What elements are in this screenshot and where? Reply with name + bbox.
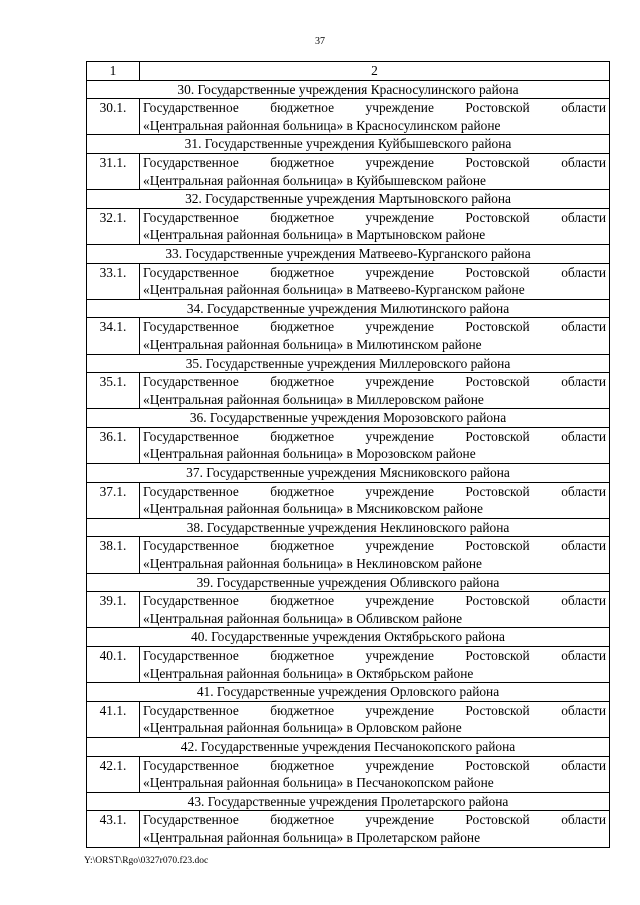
- entry-text-line-1: [143, 537, 606, 555]
- entry-word: учреждение: [365, 319, 434, 335]
- entry-number: 39.1.: [87, 592, 140, 628]
- section-title: 32. Государственные учреждения Мартыновского района: [87, 190, 610, 209]
- entry-text-line-2: «Центральная районная больница» в Матвеево-Курганском районе: [143, 282, 525, 298]
- entry-word: бюджетное: [270, 593, 335, 609]
- entry-word: Ростовской: [465, 538, 530, 554]
- section-title: 38. Государственные учреждения Неклиновского района: [87, 518, 610, 537]
- entry-word: учреждение: [365, 428, 434, 444]
- entry-word: Ростовской: [465, 593, 530, 609]
- section-row: [87, 573, 610, 592]
- section-row: [87, 244, 610, 263]
- entry-word: Государственное: [143, 428, 239, 444]
- entry-text: [140, 208, 610, 244]
- entry-word: Государственное: [143, 648, 239, 663]
- entry-text-line-2: «Центральная районная больница» в Мясниковском районе: [143, 501, 483, 517]
- entry-text: [140, 537, 610, 573]
- entry-text-line-2: «Центральная районная больница» в Милютинском районе: [143, 336, 482, 352]
- entry-row: [87, 263, 610, 299]
- entry-word: Ростовской: [465, 648, 530, 663]
- entry-word: области: [561, 648, 606, 663]
- entry-text-line-1: [143, 209, 606, 227]
- section-row: [87, 299, 610, 318]
- entry-word: бюджетное: [270, 702, 335, 718]
- entry-word: области: [561, 209, 606, 225]
- entry-text: [140, 153, 610, 189]
- entry-word: Государственное: [143, 812, 239, 828]
- table-header-row: [87, 62, 610, 81]
- entry-row: [87, 99, 610, 135]
- entry-text-line-1: [143, 811, 606, 829]
- entry-text-line-2: «Центральная районная больница» в Миллеровском районе: [143, 391, 484, 407]
- entry-word: Государственное: [143, 702, 239, 718]
- entry-row: [87, 208, 610, 244]
- entry-number: 38.1.: [87, 537, 140, 573]
- entry-word: Ростовской: [465, 264, 530, 280]
- entry-word: учреждение: [365, 483, 434, 499]
- entry-text-line-2: «Центральная районная больница» в Куйбышевском районе: [143, 172, 486, 188]
- entry-text: [140, 482, 610, 518]
- entry-text: [140, 373, 610, 409]
- entry-text-line-2: «Центральная районная больница» в Пролетарском районе: [143, 829, 481, 845]
- section-title: 36. Государственные учреждения Морозовского района: [87, 409, 610, 428]
- section-title: 31. Государственные учреждения Куйбышевского района: [87, 135, 610, 154]
- entry-text: [140, 647, 610, 683]
- entry-text: [140, 756, 610, 792]
- entry-word: учреждение: [365, 209, 434, 225]
- section-row: [87, 409, 610, 428]
- section-title: 30. Государственные учреждения Красносулинского района: [87, 80, 610, 99]
- page-number: 37: [315, 36, 325, 47]
- section-row: [87, 792, 610, 811]
- section-row: [87, 737, 610, 756]
- entry-word: области: [561, 483, 606, 499]
- entry-row: [87, 701, 610, 737]
- entry-word: бюджетное: [270, 757, 335, 773]
- entry-word: Ростовской: [465, 702, 530, 718]
- section-title: 35. Государственные учреждения Миллеровского района: [87, 354, 610, 373]
- entry-text: [140, 592, 610, 628]
- entry-word: учреждение: [365, 374, 434, 390]
- section-title: 34. Государственные учреждения Милютинского района: [87, 299, 610, 318]
- entry-row: [87, 811, 610, 847]
- entry-text-line-1: [143, 757, 606, 775]
- entry-text-line-2: «Центральная районная больница» в Мартыновском районе: [143, 227, 486, 243]
- entry-word: учреждение: [365, 702, 434, 718]
- entry-word: области: [561, 812, 606, 828]
- footer-file-path: Y:\ORST\Rgo\0327r070.f23.doc: [84, 856, 209, 866]
- entry-word: области: [561, 538, 606, 554]
- entry-word: Ростовской: [465, 812, 530, 828]
- entry-word: Государственное: [143, 100, 239, 116]
- entry-text-line-2: «Центральная районная больница» в Морозовском районе: [143, 446, 476, 462]
- entry-number: 32.1.: [87, 208, 140, 244]
- entry-word: Государственное: [143, 264, 239, 280]
- entry-text-line-1: [143, 592, 606, 610]
- entry-row: [87, 756, 610, 792]
- entry-number: 43.1.: [87, 811, 140, 847]
- entry-row: [87, 153, 610, 189]
- entry-word: учреждение: [365, 100, 434, 116]
- entry-word: бюджетное: [270, 428, 335, 444]
- entry-word: области: [561, 319, 606, 335]
- entry-word: Ростовской: [465, 154, 530, 170]
- entry-text-line-2: «Центральная районная больница» в Песчанокопском районе: [143, 775, 494, 791]
- entry-text-line-2: «Центральная районная больница» в Красносулинском районе: [143, 117, 501, 133]
- section-row: [87, 628, 610, 647]
- entry-word: учреждение: [365, 648, 434, 663]
- entry-word: Государственное: [143, 319, 239, 335]
- entry-word: Ростовской: [465, 374, 530, 390]
- section-row: [87, 135, 610, 154]
- entry-text-line-1: [143, 99, 606, 117]
- entry-word: бюджетное: [270, 154, 335, 170]
- entry-word: области: [561, 428, 606, 444]
- entry-word: Государственное: [143, 154, 239, 170]
- section-title: 40. Государственные учреждения Октябрьского района: [87, 628, 610, 647]
- column-header-2: 2: [140, 62, 610, 81]
- entry-text: [140, 99, 610, 135]
- section-row: [87, 190, 610, 209]
- institutions-table: [86, 61, 610, 848]
- entry-word: учреждение: [365, 264, 434, 280]
- entry-text-line-2: «Центральная районная больница» в Обливском районе: [143, 610, 463, 626]
- column-header-1: 1: [87, 62, 140, 81]
- entry-word: области: [561, 100, 606, 116]
- section-row: [87, 80, 610, 99]
- entry-text: [140, 811, 610, 847]
- entry-text: [140, 318, 610, 354]
- entry-text-line-1: [143, 264, 606, 282]
- section-row: [87, 683, 610, 702]
- entry-row: [87, 318, 610, 354]
- section-title: 33. Государственные учреждения Матвеево-Курганского района: [87, 244, 610, 263]
- entry-word: Ростовской: [465, 209, 530, 225]
- entry-row: [87, 373, 610, 409]
- entry-word: учреждение: [365, 812, 434, 828]
- entry-word: Ростовской: [465, 428, 530, 444]
- entry-text: [140, 701, 610, 737]
- entry-word: Государственное: [143, 483, 239, 499]
- entry-number: 37.1.: [87, 482, 140, 518]
- entry-word: Ростовской: [465, 319, 530, 335]
- entry-word: учреждение: [365, 593, 434, 609]
- section-title: 41. Государственные учреждения Орловского района: [87, 683, 610, 702]
- entry-number: 35.1.: [87, 373, 140, 409]
- entry-word: области: [561, 757, 606, 773]
- entry-word: области: [561, 702, 606, 718]
- entry-text-line-1: [143, 154, 606, 172]
- entry-word: бюджетное: [270, 209, 335, 225]
- entry-word: бюджетное: [270, 264, 335, 280]
- entry-text-line-2: «Центральная районная больница» в Неклиновском районе: [143, 556, 482, 572]
- section-title: 39. Государственные учреждения Обливского района: [87, 573, 610, 592]
- entry-word: учреждение: [365, 538, 434, 554]
- entry-text-line-1: [143, 483, 606, 501]
- entry-number: 36.1.: [87, 427, 140, 463]
- entry-word: Ростовской: [465, 100, 530, 116]
- entry-word: бюджетное: [270, 483, 335, 499]
- entry-row: [87, 592, 610, 628]
- entry-word: учреждение: [365, 154, 434, 170]
- entry-word: области: [561, 154, 606, 170]
- entry-word: Ростовской: [465, 483, 530, 499]
- entry-word: Государственное: [143, 209, 239, 225]
- section-title: 42. Государственные учреждения Песчанокопского района: [87, 737, 610, 756]
- section-title: 43. Государственные учреждения Пролетарского района: [87, 792, 610, 811]
- entry-number: 41.1.: [87, 701, 140, 737]
- entry-word: бюджетное: [270, 374, 335, 390]
- entry-number: 30.1.: [87, 99, 140, 135]
- entry-text-line-2: «Центральная районная больница» в Октябрьском районе: [143, 665, 474, 681]
- section-row: [87, 518, 610, 537]
- section-row: [87, 354, 610, 373]
- entry-text: [140, 427, 610, 463]
- entry-word: области: [561, 593, 606, 609]
- entry-word: бюджетное: [270, 319, 335, 335]
- entry-number: 31.1.: [87, 153, 140, 189]
- entry-word: Государственное: [143, 374, 239, 390]
- entry-text: [140, 263, 610, 299]
- entry-row: [87, 482, 610, 518]
- entry-text-line-2: «Центральная районная больница» в Орловском районе: [143, 720, 462, 736]
- entry-word: области: [561, 264, 606, 280]
- entry-word: бюджетное: [270, 538, 335, 554]
- entry-word: области: [561, 374, 606, 390]
- entry-number: 42.1.: [87, 756, 140, 792]
- entry-row: [87, 427, 610, 463]
- entry-word: бюджетное: [270, 812, 335, 828]
- entry-text-line-1: [143, 373, 606, 391]
- entry-word: Ростовской: [465, 757, 530, 773]
- entry-word: Государственное: [143, 538, 239, 554]
- entry-word: бюджетное: [270, 648, 335, 663]
- entry-word: бюджетное: [270, 100, 335, 116]
- entry-word: Государственное: [143, 593, 239, 609]
- entry-row: [87, 647, 610, 683]
- section-title: 37. Государственные учреждения Мясниковского района: [87, 464, 610, 483]
- section-row: [87, 464, 610, 483]
- entry-number: 33.1.: [87, 263, 140, 299]
- entry-number: 40.1.: [87, 647, 140, 683]
- entry-text-line-1: [143, 702, 606, 720]
- entry-text-line-1: [143, 647, 606, 665]
- entry-row: [87, 537, 610, 573]
- entry-number: 34.1.: [87, 318, 140, 354]
- entry-text-line-1: [143, 318, 606, 336]
- entry-word: учреждение: [365, 757, 434, 773]
- entry-text-line-1: [143, 428, 606, 446]
- entry-word: Государственное: [143, 757, 239, 773]
